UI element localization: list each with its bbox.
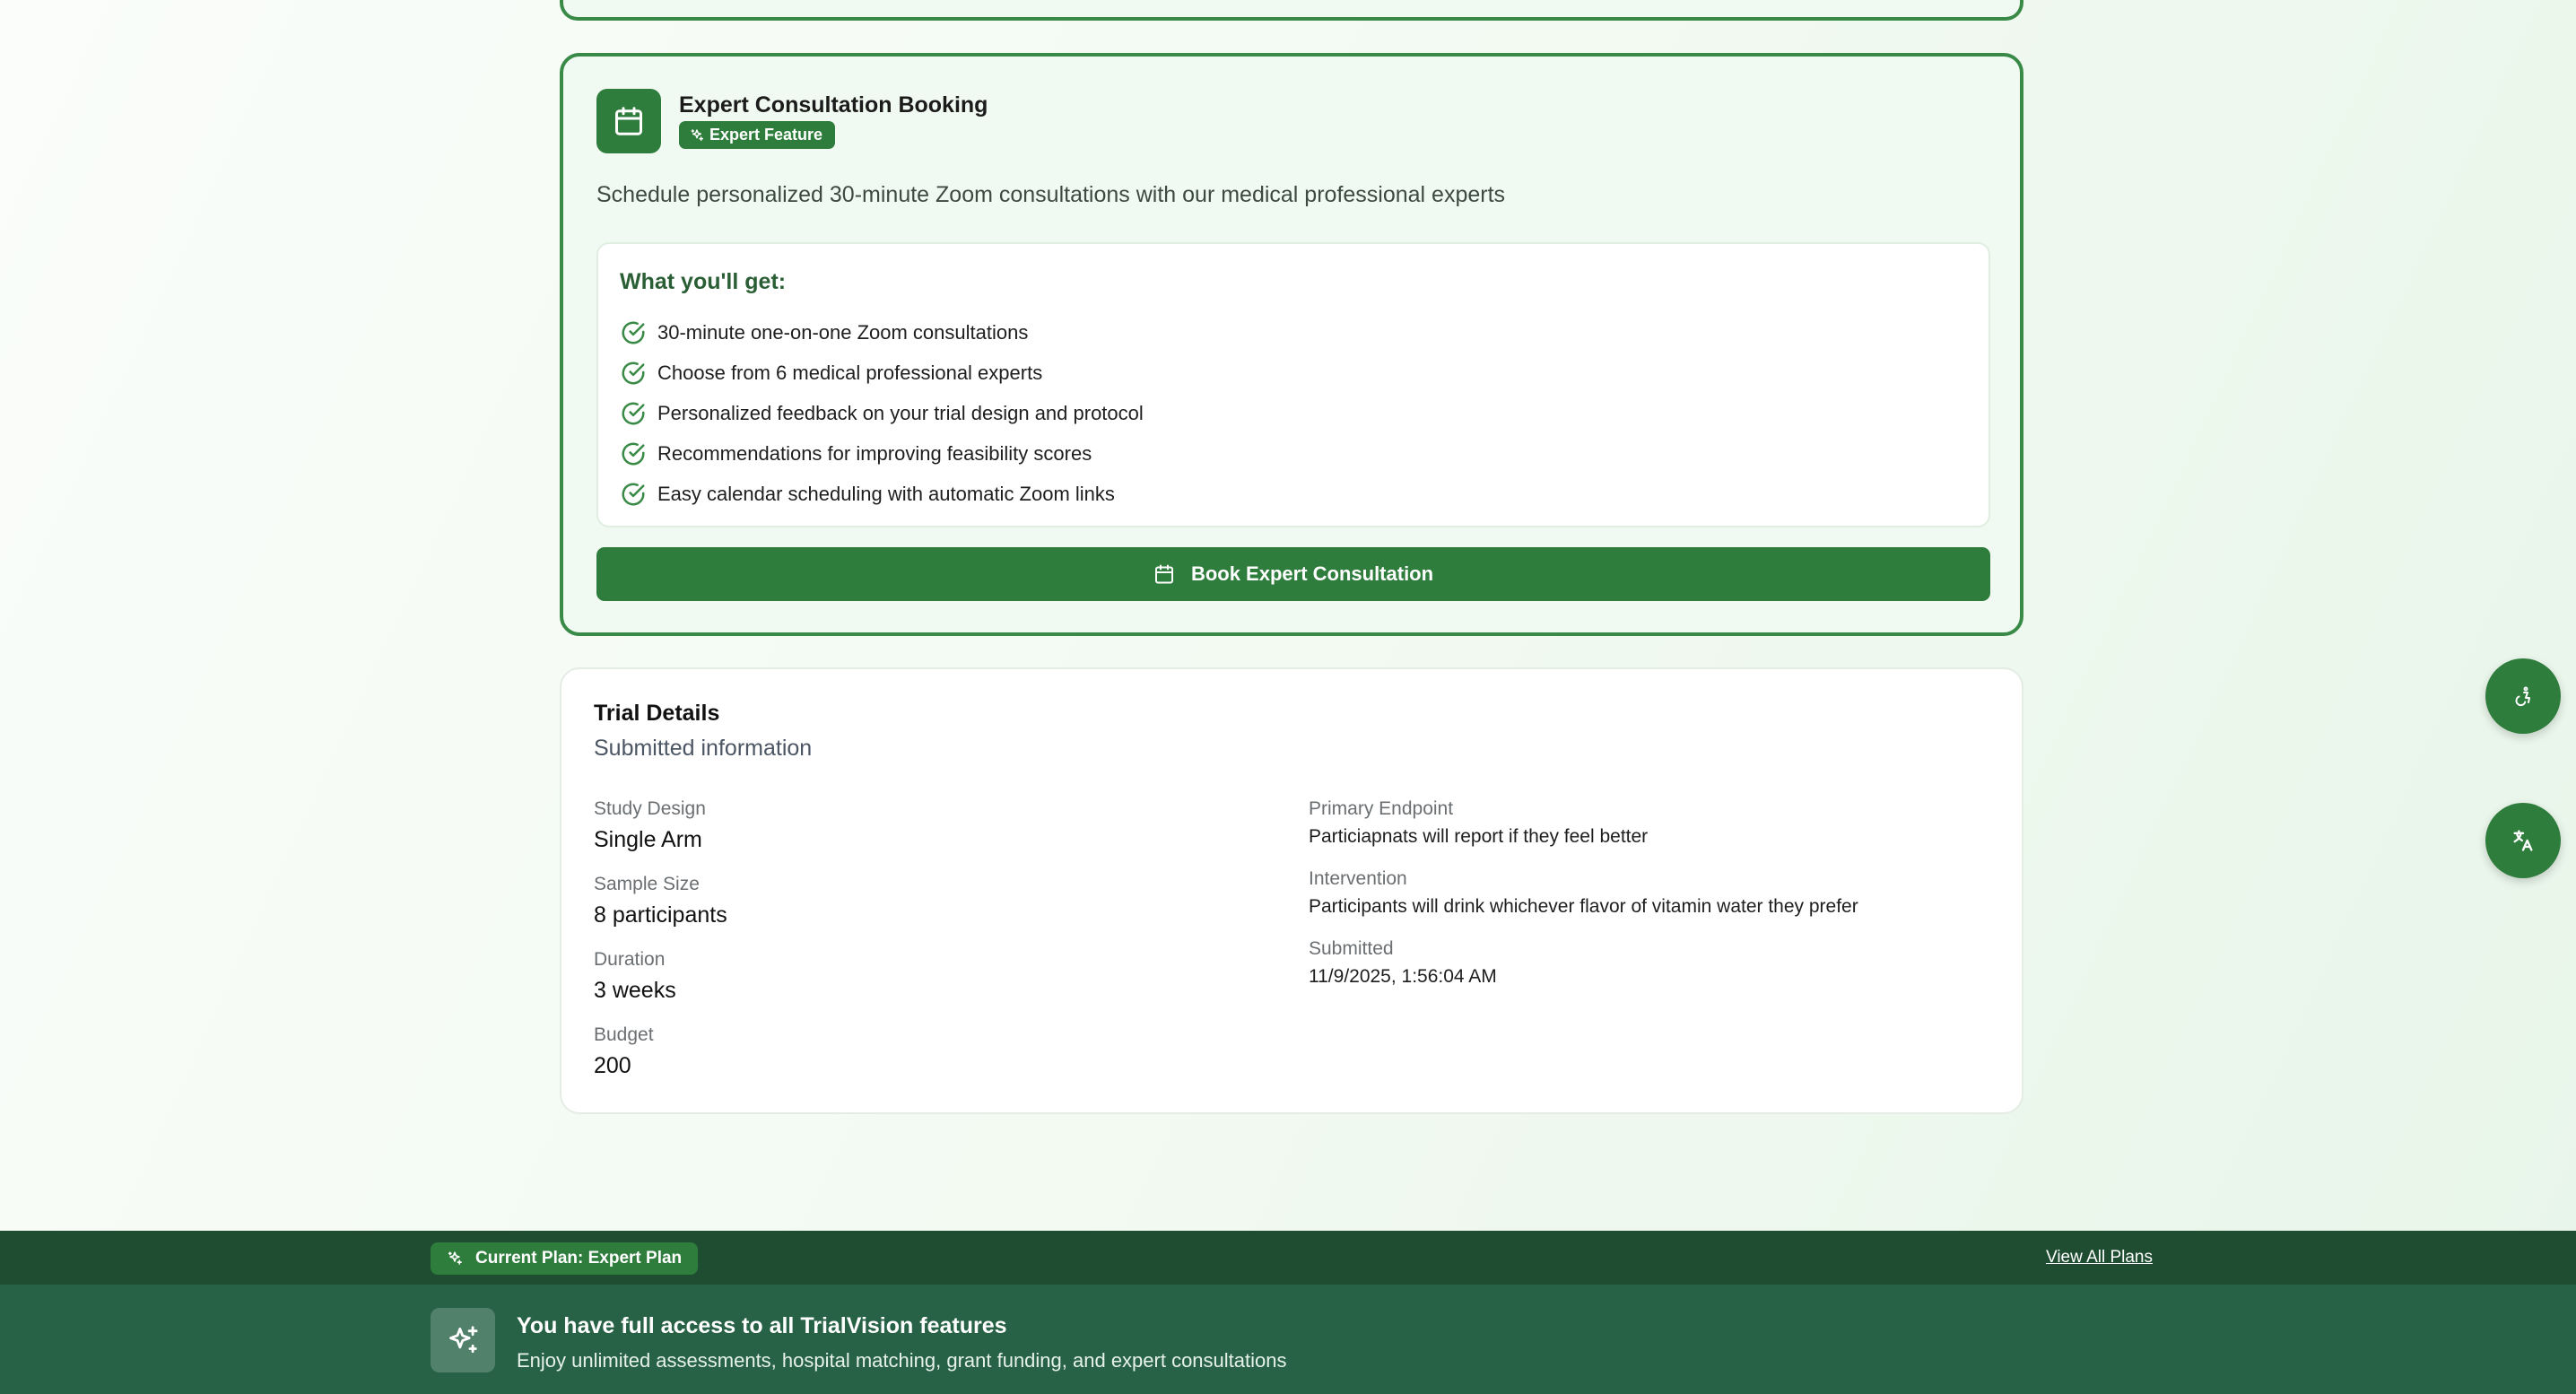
benefit-text: 30-minute one-on-one Zoom consultations	[657, 320, 1029, 344]
sample-size-value: 8 participants	[594, 902, 727, 928]
accessibility-button[interactable]	[2485, 658, 2561, 734]
check-circle-icon	[620, 400, 647, 427]
calendar-icon	[596, 89, 661, 153]
duration-label: Duration	[594, 949, 666, 970]
benefit-item	[620, 312, 1144, 353]
book-consultation-button[interactable]	[596, 547, 1990, 601]
submitted-label: Submitted	[1309, 938, 1394, 959]
trial-details-subtitle: Submitted information	[594, 736, 813, 761]
current-plan-label: Current Plan: Expert Plan	[475, 1249, 683, 1268]
benefit-item	[620, 353, 1144, 393]
sparkles-icon	[431, 1308, 495, 1372]
benefits-title: What you'll get:	[620, 269, 787, 294]
check-circle-icon	[620, 440, 647, 467]
consultation-description: Schedule personalized 30-minute Zoom consultations with our medical professional experts	[596, 182, 1506, 207]
benefit-text: Personalized feedback on your trial design and protocol	[657, 401, 1144, 424]
submitted-value: 11/9/2025, 1:56:04 AM	[1309, 966, 1497, 987]
trial-details-card	[560, 667, 2023, 1114]
intervention-value: Participants will drink whichever flavor of vitamin water they prefer	[1309, 896, 1858, 917]
benefit-text: Choose from 6 medical professional experts	[657, 361, 1043, 384]
expert-feature-badge	[679, 121, 835, 149]
check-circle-icon	[620, 319, 647, 346]
sparkles-icon	[690, 128, 704, 143]
benefit-item	[620, 433, 1144, 474]
book-consultation-label: Book Expert Consultation	[1190, 562, 1434, 585]
accessibility-icon	[2512, 685, 2534, 707]
benefit-text: Easy calendar scheduling with automatic Zoom links	[657, 482, 1115, 505]
expert-consultation-card	[560, 53, 2023, 636]
consultation-title: Expert Consultation Booking	[679, 92, 988, 118]
calendar-icon	[1153, 563, 1175, 585]
study-design-label: Study Design	[594, 798, 706, 819]
check-circle-icon	[620, 481, 647, 508]
previous-card	[560, 0, 2023, 21]
trial-details-title: Trial Details	[594, 701, 720, 726]
benefit-item	[620, 393, 1144, 433]
budget-label: Budget	[594, 1024, 654, 1045]
footer-plan-bar	[0, 1231, 2576, 1285]
translate-button[interactable]	[2485, 803, 2561, 878]
intervention-label: Intervention	[1309, 868, 1407, 889]
benefit-item	[620, 474, 1144, 514]
benefits-list	[620, 312, 1144, 514]
duration-value: 3 weeks	[594, 978, 676, 1003]
footer-banner	[0, 1285, 2576, 1394]
expert-feature-label: Expert Feature	[709, 126, 823, 144]
current-plan-badge	[431, 1242, 698, 1275]
sample-size-label: Sample Size	[594, 874, 700, 894]
check-circle-icon	[620, 360, 647, 387]
benefits-box	[596, 242, 1990, 527]
sparkles-icon	[447, 1250, 463, 1267]
primary-endpoint-value: Particiapnats will report if they feel better	[1309, 826, 1649, 847]
primary-endpoint-label: Primary Endpoint	[1309, 798, 1454, 819]
study-design-value: Single Arm	[594, 827, 702, 852]
footer-subtitle: Enjoy unlimited assessments, hospital matching, grant funding, and expert consultations	[517, 1349, 1287, 1372]
benefit-text: Recommendations for improving feasibility scores	[657, 441, 1092, 465]
translate-icon	[2511, 828, 2536, 853]
budget-value: 200	[594, 1053, 631, 1078]
view-all-plans-link[interactable]: View All Plans	[2046, 1248, 2153, 1267]
footer-title: You have full access to all TrialVision features	[517, 1313, 1007, 1338]
